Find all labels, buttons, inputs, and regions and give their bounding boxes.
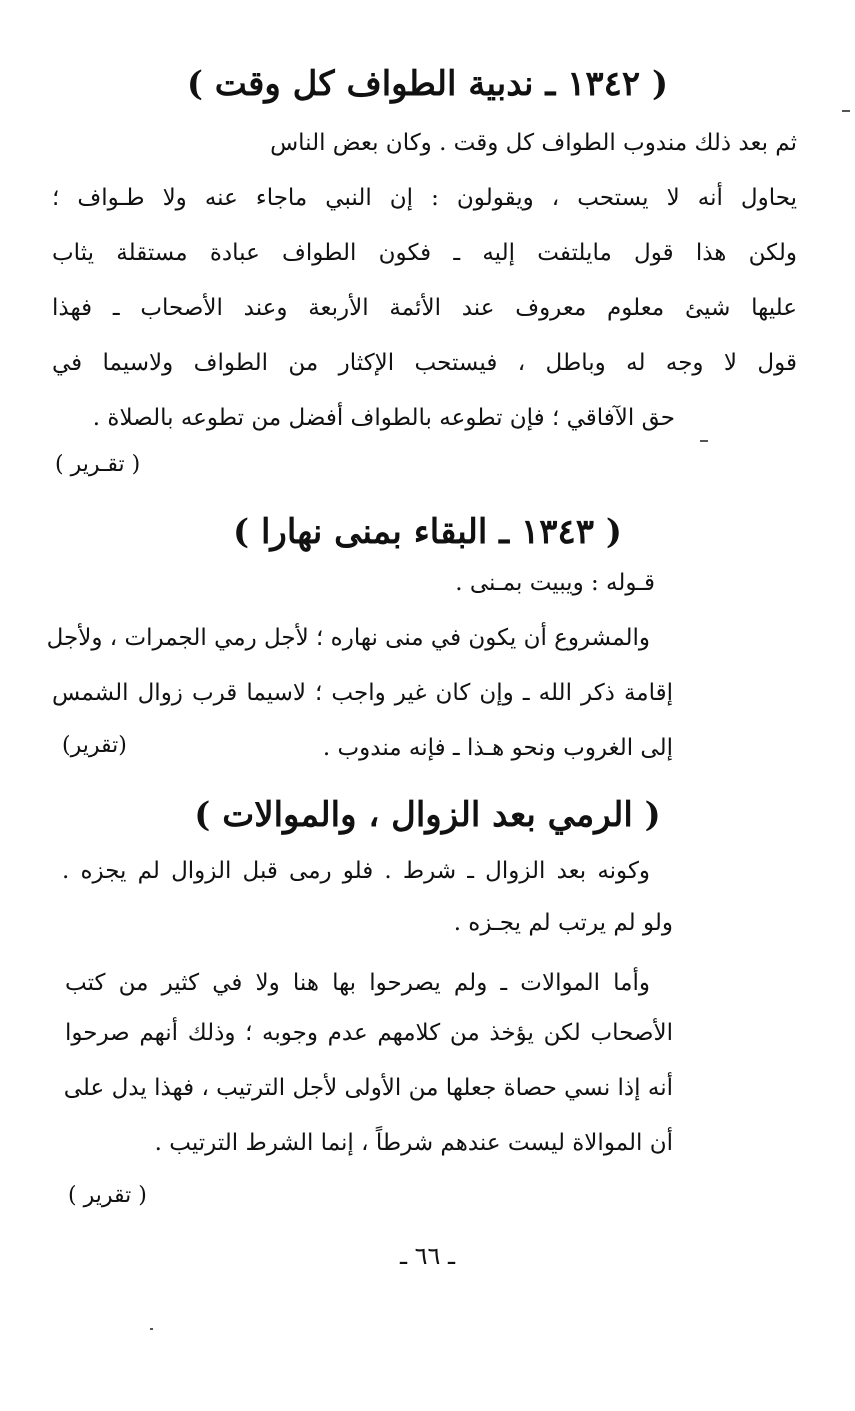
scan-mark bbox=[150, 1328, 153, 1330]
citation-note: ( تقـرير ) bbox=[55, 452, 141, 477]
section-heading-1342: ( ١٣٤٢ ـ ندبية الطواف كل وقت ) bbox=[186, 64, 669, 104]
body-line: الأصحاب لكن يؤخذ من كلامهم عدم وجوبه ؛ وذلك أنهم صرحوا bbox=[65, 1020, 673, 1046]
body-line: والمشروع أن يكون في منى نهاره ؛ لأجل رمي الجمرات ، ولأجل bbox=[46, 625, 650, 651]
body-line: قول لا وجه له وباطل ، فيستحب الإكثار من الطواف ولاسيما في bbox=[52, 350, 797, 376]
citation-note: ( تقرير ) bbox=[68, 1183, 147, 1208]
body-line: ولكن هذا قول مايلتفت إليه ـ فكون الطواف عبادة مستقلة يثاب bbox=[52, 240, 797, 266]
quote-line: قـوله : ويبيت بمـنى . bbox=[455, 570, 655, 596]
scan-mark bbox=[700, 440, 708, 442]
body-line: يحاول أنه لا يستحب ، ويقولون : إن النبي ماجاء عنه ولا طـواف ؛ bbox=[52, 185, 797, 211]
citation-note: (تقرير) bbox=[62, 733, 127, 758]
scan-mark bbox=[842, 110, 850, 112]
body-line: أنه إذا نسي حصاة جعلها من الأولى لأجل الترتيب ، فهذا يدل على bbox=[63, 1075, 673, 1101]
body-line: حق الآفاقي ؛ فإن تطوعه بالطواف أفضل من تطوعه بالصلاة . bbox=[92, 405, 675, 431]
body-line: إقامة ذكر الله ـ وإن كان غير واجب ؛ لاسيما قرب زوال الشمس bbox=[52, 680, 673, 706]
body-line: أن الموالاة ليست عندهم شرطاً ، إنما الشرط الترتيب . bbox=[154, 1130, 673, 1156]
body-line: ولو لم يرتب لم يجـزه . bbox=[453, 910, 673, 936]
body-line: ثم بعد ذلك مندوب الطواف كل وقت . وكان بعض الناس bbox=[270, 130, 797, 156]
section-heading-ramy: ( الرمي بعد الزوال ، والموالات ) bbox=[194, 795, 661, 835]
section-heading-1343: ( ١٣٤٣ ـ البقاء بمنى نهارا ) bbox=[233, 512, 622, 552]
body-line: عليها شيئ معلوم معروف عند الأئمة الأربعة وعند الأصحاب ـ فهذا bbox=[52, 295, 797, 321]
body-line: وكونه بعد الزوال ـ شرط . فلو رمى قبل الزوال لم يجزه . bbox=[62, 858, 650, 884]
body-line: وأما الموالات ـ ولم يصرحوا بها هنا ولا في كثير من كتب bbox=[65, 970, 650, 996]
body-line: إلى الغروب ونحو هـذا ـ فإنه مندوب . bbox=[322, 735, 673, 761]
page-number: ـ ٦٦ ـ bbox=[399, 1242, 456, 1270]
